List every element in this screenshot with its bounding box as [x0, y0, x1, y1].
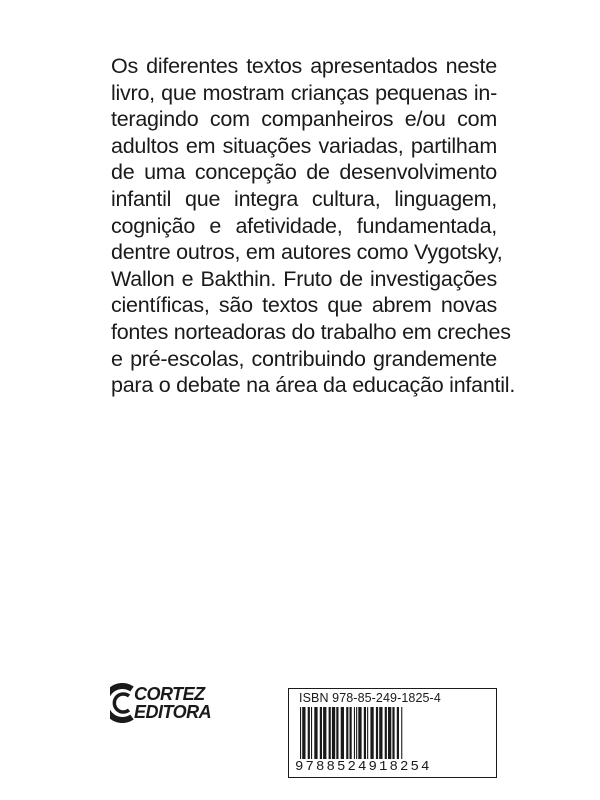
blurb-line: dentre outros, em autores como Vygotsky,	[111, 240, 503, 265]
blurb-line: teragindo com companheiros e/ou com	[111, 107, 497, 132]
barcode-bar	[370, 707, 373, 759]
publisher-c-mark-icon	[110, 683, 136, 723]
barcode-bar	[401, 707, 402, 759]
blurb-line: e pré-escolas, contribuindo grandemente	[111, 346, 497, 371]
barcode-bar	[314, 707, 317, 759]
barcode-bars	[296, 707, 490, 767]
barcode-bar	[354, 707, 355, 759]
barcode-bar	[329, 707, 331, 759]
barcode-bar	[358, 707, 361, 759]
barcode-bar	[336, 707, 338, 759]
blurb-line: de uma concepção de desenvolvimento	[111, 160, 497, 185]
blurb-line: Os diferentes textos apresentados neste	[111, 54, 497, 78]
blurb-line: adultos em situações variadas, partilham	[111, 133, 497, 158]
barcode-bar	[376, 707, 378, 759]
barcode-bar	[341, 707, 344, 759]
barcode-bar	[388, 707, 391, 759]
publisher-name-line2: EDITORA	[134, 702, 212, 722]
barcode-bar	[379, 707, 382, 759]
barcode-bar	[350, 707, 352, 759]
back-cover-blurb	[111, 53, 516, 399]
barcode-bar	[392, 707, 394, 759]
blurb-line: para o debate na área da educação infantil.	[111, 373, 516, 398]
publisher-name-line1: CORTEZ	[134, 684, 205, 704]
barcode-bar	[356, 707, 357, 759]
barcode-bar	[300, 707, 301, 759]
barcode-bar	[397, 707, 399, 759]
blurb-line: Wallon e Bakthin. Fruto de investigações	[111, 266, 497, 291]
blurb-line: fontes norteadoras do trabalho em creches	[111, 319, 511, 344]
barcode-bar	[367, 707, 368, 759]
barcode-bar	[308, 707, 310, 759]
blurb-line: cognição e afetividade, fundamentada,	[111, 213, 497, 238]
blurb-line: livro, que mostram crianças pequenas in-	[111, 80, 497, 105]
barcode-bar	[364, 707, 366, 759]
blurb-line: infantil que integra cultura, linguagem,	[111, 186, 497, 211]
isbn-barcode	[288, 688, 497, 778]
barcode-bar	[302, 707, 305, 759]
barcode-bar	[346, 707, 348, 759]
barcode-bar	[323, 707, 326, 759]
barcode-bar	[311, 707, 312, 759]
publisher-logo	[110, 683, 212, 723]
barcode-bar	[320, 707, 322, 759]
isbn-label: ISBN 978-85-249-1825-4	[299, 691, 441, 705]
barcode-bar	[332, 707, 335, 759]
barcode-digits: 9788524918254	[295, 759, 432, 775]
barcode-bar	[385, 707, 387, 759]
blurb-line: científicas, são textos que abrem novas	[111, 293, 497, 318]
